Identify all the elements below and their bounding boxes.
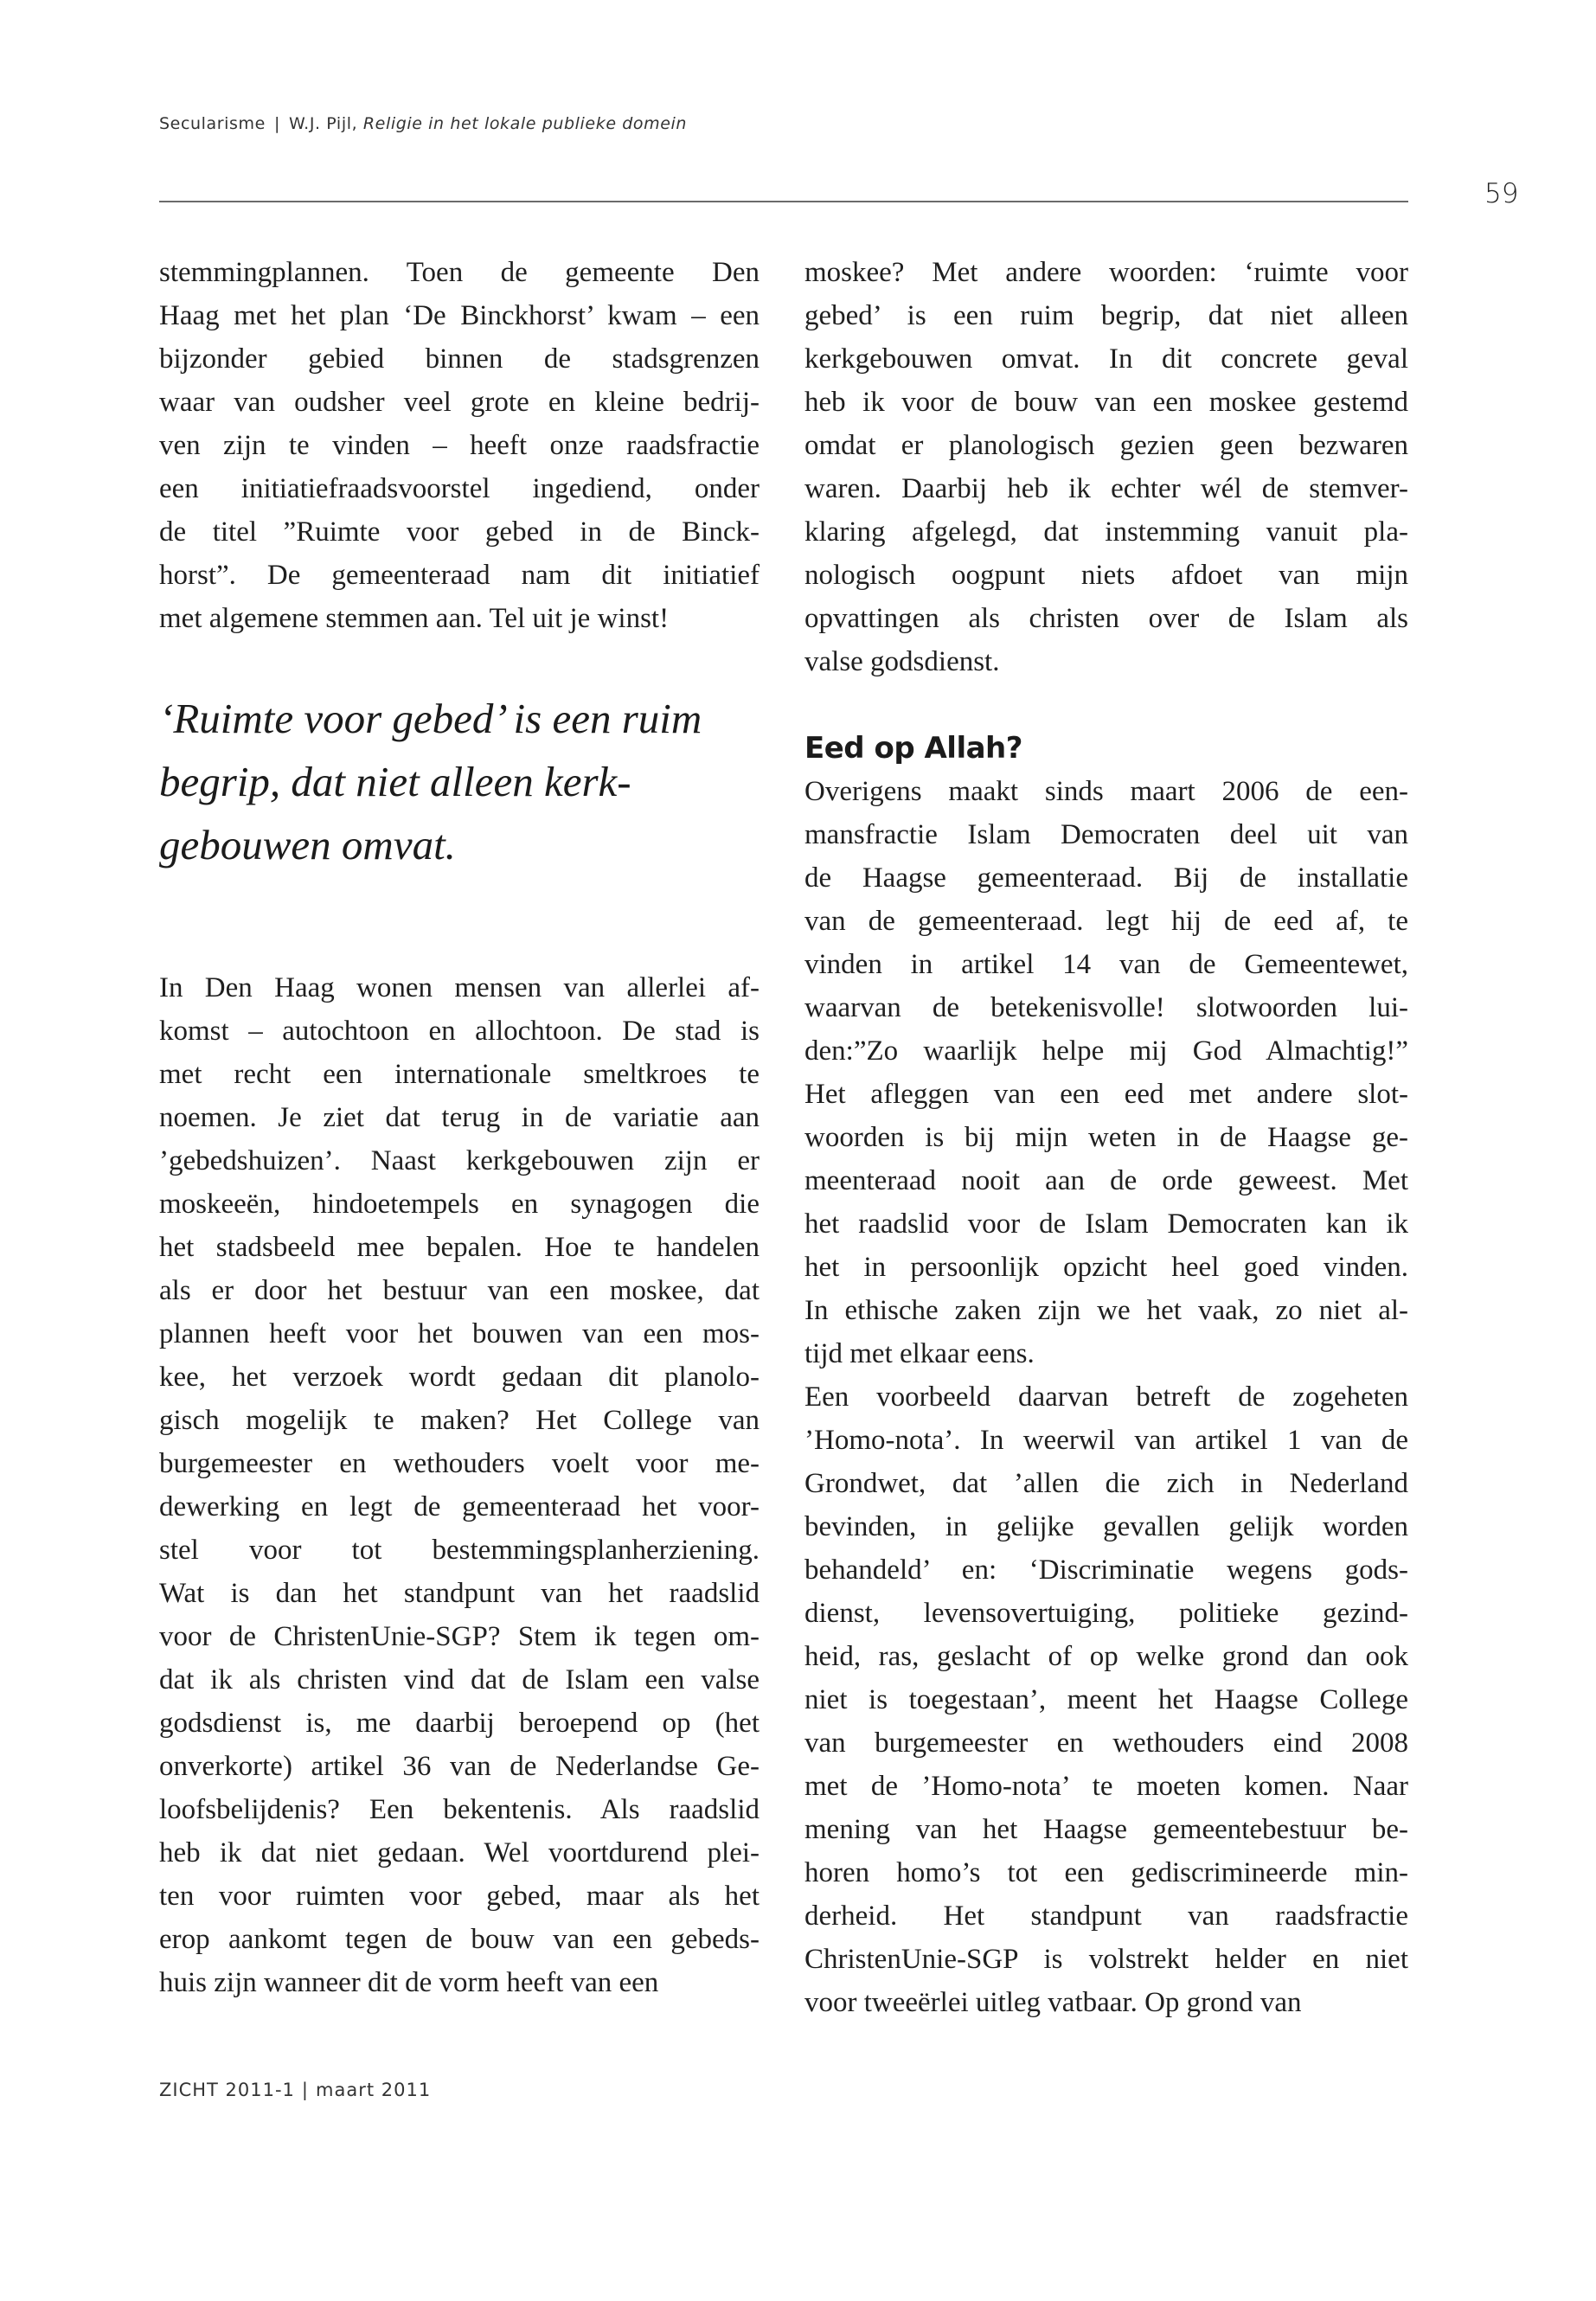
- text-line: Een voorbeeld daarvan betreft de zogeheten: [804, 1381, 1408, 1413]
- text-line: Wat is dan het standpunt van het raadslid: [159, 1578, 760, 1609]
- text-line: opvattingen als christen over de Islam als: [804, 603, 1408, 634]
- pull-quote: [159, 687, 760, 876]
- section-name: Secularisme: [159, 114, 266, 133]
- text-line: woorden is bij mijn weten in de Haagse ge-: [804, 1122, 1408, 1153]
- text-line: de titel ”Ruimte voor gebed in de Binck-: [159, 516, 760, 548]
- text-line: noemen. Je ziet dat terug in de variatie aan: [159, 1102, 760, 1133]
- text-line: dewerking en legt de gemeenteraad het voor-: [159, 1491, 760, 1522]
- text-line: stemmingplannen. Toen de gemeente Den: [159, 257, 760, 288]
- paragraph: [159, 251, 760, 640]
- paragraph: [804, 770, 1408, 1375]
- text-line: huis zijn wanneer dit de vorm heeft van een: [159, 1967, 659, 1998]
- text-line: omdat er planologisch gezien geen bezwaren: [804, 430, 1408, 461]
- text-line: bevinden, in gelijke gevallen gelijk worden: [804, 1511, 1408, 1542]
- text-line: moskeeën, hindoetempels en synagogen die: [159, 1189, 760, 1220]
- text-line: begrip, dat niet alleen kerk-: [159, 758, 631, 805]
- text-line: meenteraad nooit aan de orde geweest. Met: [804, 1165, 1408, 1196]
- text-line: gebed’ is een ruim begrip, dat niet alleen: [804, 300, 1408, 331]
- text-line: loofsbelijdenis? Een bekentenis. Als raadslid: [159, 1794, 760, 1825]
- text-line: gisch mogelijk te maken? Het College van: [159, 1405, 760, 1436]
- paragraph: [804, 251, 1408, 683]
- text-line: In ethische zaken zijn we het vaak, zo niet al-: [804, 1295, 1408, 1326]
- text-line: niet is toegestaan’, meent het Haagse College: [804, 1684, 1408, 1715]
- text-line: heb ik dat niet gedaan. Wel voortdurend plei-: [159, 1837, 760, 1868]
- text-line: onverkorte) artikel 36 van de Nederlandse Ge-: [159, 1751, 760, 1782]
- text-line: bijzonder gebied binnen de stadsgrenzen: [159, 343, 760, 375]
- text-line: waarvan de betekenisvolle! slotwoorden lui-: [804, 992, 1408, 1023]
- spacer: [159, 876, 760, 966]
- text-line: klaring afgelegd, dat instemming vanuit pla-: [804, 516, 1408, 548]
- text-line: een initiatiefraadsvoorstel ingediend, onder: [159, 473, 760, 504]
- text-line: ‘Ruimte voor gebed’ is een ruim: [159, 695, 702, 742]
- article-title: Religie in het lokale publieke domein: [362, 114, 688, 133]
- text-line: het raadslid voor de Islam Democraten kan ik: [804, 1208, 1408, 1240]
- text-line: nologisch oogpunt niets afdoet van mijn: [804, 560, 1408, 591]
- text-line: Haag met het plan ‘De Binckhorst’ kwam – een: [159, 300, 760, 331]
- text-line: het stadsbeeld mee bepalen. Hoe te handelen: [159, 1232, 760, 1263]
- text-line: Overigens maakt sinds maart 2006 de een-: [804, 776, 1408, 807]
- text-line: burgemeester en wethouders voelt voor me-: [159, 1448, 760, 1479]
- text-line: waren. Daarbij heb ik echter wél de stemver-: [804, 473, 1408, 504]
- section-heading: Eed op Allah?: [804, 731, 1022, 766]
- text-line: erop aankomt tegen de bouw van een gebeds-: [159, 1924, 760, 1955]
- text-line: Het afleggen van een eed met andere slot-: [804, 1079, 1408, 1110]
- text-line: kerkgebouwen omvat. In dit concrete geval: [804, 343, 1408, 375]
- text-line: moskee? Met andere woorden: ‘ruimte voor: [804, 257, 1408, 288]
- author-name: W.J. Pijl,: [288, 114, 358, 133]
- text-line: dat ik als christen vind dat de Islam een valse: [159, 1664, 760, 1695]
- text-line: valse godsdienst.: [804, 646, 1000, 677]
- footer: [159, 2080, 431, 2100]
- right-column: [804, 251, 1408, 2024]
- issue-date: maart 2011: [316, 2080, 432, 2100]
- text-line: heb ik voor de bouw van een moskee gestemd: [804, 387, 1408, 418]
- text-line: ’Homo-nota’. In weerwil van artikel 1 van de: [804, 1425, 1408, 1456]
- text-line: waar van oudsher veel grote en kleine bedrij-: [159, 387, 760, 418]
- text-line: als er door het bestuur van een moskee, dat: [159, 1275, 760, 1306]
- text-line: van burgemeester en wethouders eind 2008: [804, 1727, 1408, 1759]
- journal-issue: ZICHT 2011-1: [159, 2080, 295, 2100]
- text-line: godsdienst is, me daarbij beroepend op (het: [159, 1708, 760, 1739]
- footer-separator: |: [301, 2080, 309, 2100]
- paragraph: [804, 1375, 1408, 2024]
- header-separator: |: [273, 114, 280, 133]
- text-line: kee, het verzoek wordt gedaan dit planolo-: [159, 1362, 760, 1393]
- text-line: mening van het Haagse gemeentebestuur be-: [804, 1814, 1408, 1845]
- page-number: 59: [1484, 178, 1519, 209]
- header-rule: [159, 201, 1408, 202]
- running-head: [159, 114, 687, 133]
- text-line: horen homo’s tot een gediscrimineerde min-: [804, 1857, 1408, 1888]
- text-line: voor de ChristenUnie-SGP? Stem ik tegen om-: [159, 1621, 760, 1652]
- text-line: ’gebedshuizen’. Naast kerkgebouwen zijn er: [159, 1145, 760, 1176]
- text-line: de Haagse gemeenteraad. Bij de installatie: [804, 862, 1408, 894]
- text-line: dienst, levensovertuiging, politieke gezind-: [804, 1598, 1408, 1629]
- text-line: komst – autochtoon en allochtoon. De stad is: [159, 1016, 760, 1047]
- text-line: gebouwen omvat.: [159, 821, 456, 868]
- text-line: tijd met elkaar eens.: [804, 1338, 1035, 1369]
- text-line: van de gemeenteraad. legt hij de eed af, te: [804, 906, 1408, 937]
- paragraph: [159, 966, 760, 2004]
- text-line: voor tweeërlei uitleg vatbaar. Op grond van: [804, 1987, 1302, 2018]
- text-line: Grondwet, dat ’allen die zich in Nederland: [804, 1468, 1408, 1499]
- text-line: behandeld’ en: ‘Discriminatie wegens gods-: [804, 1554, 1408, 1586]
- text-line: het in persoonlijk opzicht heel goed vinden.: [804, 1252, 1408, 1283]
- text-line: mansfractie Islam Democraten deel uit van: [804, 819, 1408, 850]
- text-line: plannen heeft voor het bouwen van een mos-: [159, 1318, 760, 1349]
- text-line: den:”Zo waarlijk helpe mij God Almachtig!”: [804, 1035, 1408, 1067]
- text-line: In Den Haag wonen mensen van allerlei af-: [159, 972, 760, 1003]
- text-line: met de ’Homo-nota’ te moeten komen. Naar: [804, 1771, 1408, 1802]
- text-line: met algemene stemmen aan. Tel uit je winst!: [159, 603, 670, 634]
- text-line: ven zijn te vinden – heeft onze raadsfractie: [159, 430, 760, 461]
- text-line: vinden in artikel 14 van de Gemeentewet,: [804, 949, 1408, 980]
- left-column: [159, 251, 760, 2004]
- text-line: met recht een internationale smeltkroes te: [159, 1059, 760, 1090]
- text-line: derheid. Het standpunt van raadsfractie: [804, 1900, 1408, 1932]
- text-line: heid, ras, geslacht of op welke grond dan ook: [804, 1641, 1408, 1672]
- text-line: horst”. De gemeenteraad nam dit initiatief: [159, 560, 760, 591]
- text-line: stel voor tot bestemmingsplanherziening.: [159, 1535, 760, 1566]
- text-line: ChristenUnie-SGP is volstrekt helder en niet: [804, 1944, 1408, 1975]
- text-line: ten voor ruimten voor gebed, maar als het: [159, 1881, 760, 1912]
